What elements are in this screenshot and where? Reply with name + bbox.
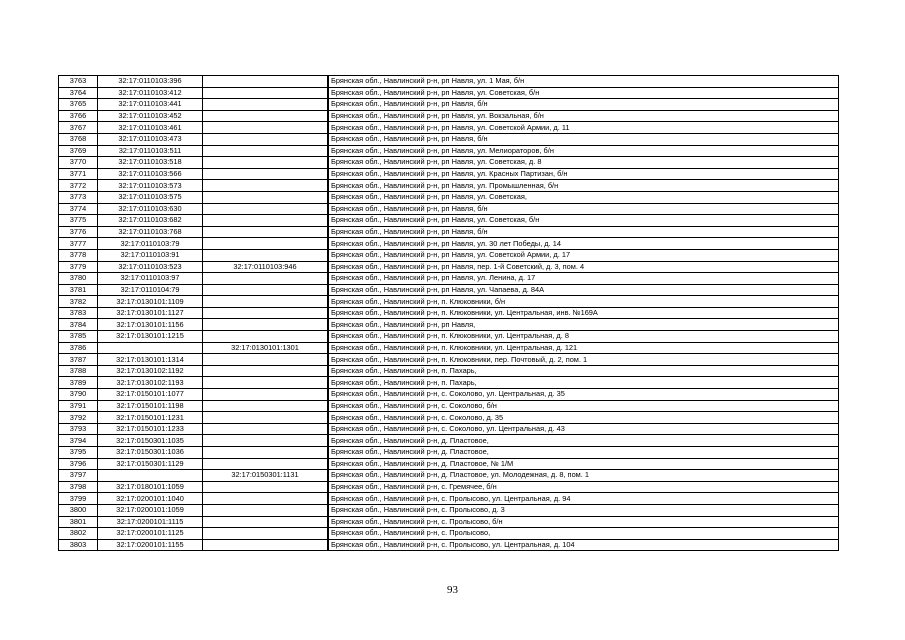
related-cadastral-cell [203, 307, 328, 319]
cadastral-number-cell: 32:17:0110103:452 [98, 110, 203, 122]
row-number-cell: 3770 [59, 157, 98, 169]
cadastral-number-cell: 32:17:0200101:1040 [98, 493, 203, 505]
cadastral-number-cell: 32:17:0200101:1115 [98, 516, 203, 528]
row-number-cell: 3771 [59, 168, 98, 180]
cadastral-number-cell: 32:17:0110103:575 [98, 191, 203, 203]
table-row [59, 516, 839, 528]
row-number-cell: 3766 [59, 110, 98, 122]
cadastral-number-cell: 32:17:0200101:1155 [98, 539, 203, 551]
cadastral-number-cell: 32:17:0110103:441 [98, 99, 203, 111]
address-cell: Брянская обл., Навлинский р-н, рп Навля, ул. Ленина, д. 17 [329, 273, 839, 285]
table-row [59, 249, 839, 261]
related-cadastral-cell [203, 87, 328, 99]
cadastral-number-cell: 32:17:0110103:412 [98, 87, 203, 99]
cadastral-number-cell [98, 342, 203, 354]
row-number-cell: 3763 [59, 76, 98, 88]
table-row [59, 400, 839, 412]
row-number-cell: 3781 [59, 284, 98, 296]
related-cadastral-cell [203, 226, 328, 238]
cadastral-number-cell: 32:17:0130101:1127 [98, 307, 203, 319]
related-cadastral-cell [203, 110, 328, 122]
address-cell: Брянская обл., Навлинский р-н, п. Клюковники, ул. Центральная, д. 8 [329, 331, 839, 343]
row-number-cell: 3769 [59, 145, 98, 157]
row-number-cell: 3788 [59, 365, 98, 377]
cadastral-number-cell: 32:17:0110103:91 [98, 249, 203, 261]
related-cadastral-cell [203, 539, 328, 551]
cadastral-number-cell: 32:17:0130101:1109 [98, 296, 203, 308]
address-cell: Брянская обл., Навлинский р-н, с. Соколово, д. 35 [329, 412, 839, 424]
row-number-cell: 3779 [59, 261, 98, 273]
row-number-cell: 3782 [59, 296, 98, 308]
cadastral-number-cell: 32:17:0130101:1156 [98, 319, 203, 331]
cadastral-number-cell: 32:17:0110104:79 [98, 284, 203, 296]
related-cadastral-cell [203, 273, 328, 285]
related-cadastral-cell [203, 435, 328, 447]
row-number-cell: 3803 [59, 539, 98, 551]
table-row [59, 493, 839, 505]
address-cell: Брянская обл., Навлинский р-н, п. Клюковники, пер. Почтовый, д. 2, пом. 1 [329, 354, 839, 366]
row-number-cell: 3796 [59, 458, 98, 470]
table-row [59, 203, 839, 215]
related-cadastral-cell [203, 168, 328, 180]
cadastral-number-cell: 32:17:0200101:1125 [98, 528, 203, 540]
related-cadastral-cell: 32:17:0110103:946 [203, 261, 328, 273]
cadastral-number-cell: 32:17:0150301:1036 [98, 447, 203, 459]
address-cell: Брянская обл., Навлинский р-н, д. Пластовое, [329, 447, 839, 459]
related-cadastral-cell [203, 377, 328, 389]
cadastral-number-cell: 32:17:0110103:396 [98, 76, 203, 88]
row-number-cell: 3767 [59, 122, 98, 134]
table-row [59, 470, 839, 482]
row-number-cell: 3786 [59, 342, 98, 354]
table-row [59, 447, 839, 459]
cadastral-number-cell: 32:17:0130101:1215 [98, 331, 203, 343]
row-number-cell: 3798 [59, 481, 98, 493]
row-number-cell: 3793 [59, 423, 98, 435]
row-number-cell: 3778 [59, 249, 98, 261]
related-cadastral-cell [203, 319, 328, 331]
table-row [59, 435, 839, 447]
related-cadastral-cell: 32:17:0130101:1301 [203, 342, 328, 354]
related-cadastral-cell [203, 528, 328, 540]
cadastral-number-cell: 32:17:0200101:1059 [98, 504, 203, 516]
table-row [59, 504, 839, 516]
row-number-cell: 3776 [59, 226, 98, 238]
address-cell: Брянская обл., Навлинский р-н, рп Навля, ул. 30 лет Победы, д. 14 [329, 238, 839, 250]
address-cell: Брянская обл., Навлинский р-н, рп Навля, б/н [329, 203, 839, 215]
address-cell: Брянская обл., Навлинский р-н, рп Навля, б/н [329, 99, 839, 111]
related-cadastral-cell [203, 238, 328, 250]
cadastral-number-cell: 32:17:0110103:511 [98, 145, 203, 157]
related-cadastral-cell [203, 76, 328, 88]
address-cell: Брянская обл., Навлинский р-н, рп Навля, ул. Советской Армии, д. 11 [329, 122, 839, 134]
cadastral-number-cell: 32:17:0110103:630 [98, 203, 203, 215]
address-cell: Брянская обл., Навлинский р-н, д. Пластовое, № 1/М [329, 458, 839, 470]
row-number-cell: 3795 [59, 447, 98, 459]
address-cell: Брянская обл., Навлинский р-н, рп Навля, пер. 1-й Советский, д. 3, пом. 4 [329, 261, 839, 273]
cadastral-number-cell: 32:17:0110103:768 [98, 226, 203, 238]
related-cadastral-cell [203, 191, 328, 203]
cadastral-number-cell: 32:17:0150301:1129 [98, 458, 203, 470]
related-cadastral-cell [203, 215, 328, 227]
row-number-cell: 3802 [59, 528, 98, 540]
row-number-cell: 3773 [59, 191, 98, 203]
address-cell: Брянская обл., Навлинский р-н, рп Навля, б/н [329, 133, 839, 145]
address-cell: Брянская обл., Навлинский р-н, д. Пластовое, ул. Молодежная, д. 8, пом. 1 [329, 470, 839, 482]
table-row [59, 87, 839, 99]
address-cell: Брянская обл., Навлинский р-н, с. Соколово, ул. Центральная, д. 35 [329, 389, 839, 401]
cadastral-number-cell: 32:17:0110103:97 [98, 273, 203, 285]
table-row [59, 168, 839, 180]
related-cadastral-cell [203, 99, 328, 111]
related-cadastral-cell [203, 447, 328, 459]
table-row [59, 226, 839, 238]
table-row [59, 307, 839, 319]
cadastral-number-cell: 32:17:0110103:461 [98, 122, 203, 134]
address-cell: Брянская обл., Навлинский р-н, рп Навля, ул. Советская, [329, 191, 839, 203]
page-number: 93 [447, 584, 458, 596]
address-cell: Брянская обл., Навлинский р-н, с. Соколово, б/н [329, 400, 839, 412]
table-row [59, 296, 839, 308]
related-cadastral-cell [203, 481, 328, 493]
address-cell: Брянская обл., Навлинский р-н, рп Навля, ул. Чапаева, д. 84А [329, 284, 839, 296]
related-cadastral-cell [203, 331, 328, 343]
related-cadastral-cell [203, 423, 328, 435]
table-row [59, 261, 839, 273]
related-cadastral-cell [203, 180, 328, 192]
table-row [59, 284, 839, 296]
row-number-cell: 3801 [59, 516, 98, 528]
address-cell: Брянская обл., Навлинский р-н, рп Навля, ул. Советская, б/н [329, 87, 839, 99]
row-number-cell: 3777 [59, 238, 98, 250]
related-cadastral-cell [203, 516, 328, 528]
address-cell: Брянская обл., Навлинский р-н, рп Навля, ул. Мелиораторов, б/н [329, 145, 839, 157]
table-row [59, 133, 839, 145]
related-cadastral-cell [203, 157, 328, 169]
related-cadastral-cell [203, 122, 328, 134]
address-cell: Брянская обл., Навлинский р-н, с. Пролысово, б/н [329, 516, 839, 528]
table-row [59, 342, 839, 354]
address-cell: Брянская обл., Навлинский р-н, п. Пахарь, [329, 365, 839, 377]
cadastral-number-cell [98, 470, 203, 482]
related-cadastral-cell [203, 365, 328, 377]
row-number-cell: 3789 [59, 377, 98, 389]
related-cadastral-cell [203, 249, 328, 261]
row-number-cell: 3791 [59, 400, 98, 412]
address-cell: Брянская обл., Навлинский р-н, с. Пролысово, д. 3 [329, 504, 839, 516]
address-cell: Брянская обл., Навлинский р-н, с. Соколово, ул. Центральная, д. 43 [329, 423, 839, 435]
table-row [59, 180, 839, 192]
cadastral-number-cell: 32:17:0150101:1198 [98, 400, 203, 412]
cadastral-number-cell: 32:17:0110103:473 [98, 133, 203, 145]
address-cell: Брянская обл., Навлинский р-н, п. Клюковники, ул. Центральная, д. 121 [329, 342, 839, 354]
address-cell: Брянская обл., Навлинский р-н, рп Навля, ул. Вокзальная, б/н [329, 110, 839, 122]
table-row [59, 191, 839, 203]
row-number-cell: 3784 [59, 319, 98, 331]
cadastral-number-cell: 32:17:0110103:523 [98, 261, 203, 273]
table-row [59, 377, 839, 389]
table-row [59, 215, 839, 227]
cadastral-number-cell: 32:17:0130101:1314 [98, 354, 203, 366]
cadastral-number-cell: 32:17:0110103:79 [98, 238, 203, 250]
address-cell: Брянская обл., Навлинский р-н, рп Навля, ул. Промышленная, б/н [329, 180, 839, 192]
table-row [59, 539, 839, 551]
table-row [59, 238, 839, 250]
address-cell: Брянская обл., Навлинский р-н, рп Навля, [329, 319, 839, 331]
row-number-cell: 3799 [59, 493, 98, 505]
table-row [59, 319, 839, 331]
row-number-cell: 3785 [59, 331, 98, 343]
cadastral-number-cell: 32:17:0150101:1231 [98, 412, 203, 424]
related-cadastral-cell [203, 145, 328, 157]
cadastral-number-cell: 32:17:0130102:1193 [98, 377, 203, 389]
address-cell: Брянская обл., Навлинский р-н, п. Пахарь, [329, 377, 839, 389]
row-number-cell: 3794 [59, 435, 98, 447]
address-cell: Брянская обл., Навлинский р-н, п. Клюковники, б/н [329, 296, 839, 308]
table-row [59, 423, 839, 435]
related-cadastral-cell [203, 296, 328, 308]
cadastral-number-cell: 32:17:0110103:682 [98, 215, 203, 227]
related-cadastral-cell [203, 203, 328, 215]
row-number-cell: 3764 [59, 87, 98, 99]
row-number-cell: 3775 [59, 215, 98, 227]
cadastral-number-cell: 32:17:0150101:1233 [98, 423, 203, 435]
address-cell: Брянская обл., Навлинский р-н, с. Пролысово, ул. Центральная, д. 104 [329, 539, 839, 551]
related-cadastral-cell [203, 400, 328, 412]
related-cadastral-cell [203, 493, 328, 505]
cadastral-number-cell: 32:17:0110103:566 [98, 168, 203, 180]
table-row [59, 145, 839, 157]
related-cadastral-cell: 32:17:0150301:1131 [203, 470, 328, 482]
row-number-cell: 3800 [59, 504, 98, 516]
table-row [59, 76, 839, 88]
related-cadastral-cell [203, 458, 328, 470]
cadastral-number-cell: 32:17:0110103:573 [98, 180, 203, 192]
table-row [59, 110, 839, 122]
related-cadastral-cell [203, 389, 328, 401]
row-number-cell: 3787 [59, 354, 98, 366]
related-cadastral-cell [203, 412, 328, 424]
address-cell: Брянская обл., Навлинский р-н, с. Пролысово, [329, 528, 839, 540]
row-number-cell: 3783 [59, 307, 98, 319]
cadastral-number-cell: 32:17:0110103:518 [98, 157, 203, 169]
row-number-cell: 3792 [59, 412, 98, 424]
row-number-cell: 3772 [59, 180, 98, 192]
related-cadastral-cell [203, 133, 328, 145]
address-cell: Брянская обл., Навлинский р-н, с. Пролысово, ул. Центральная, д. 94 [329, 493, 839, 505]
table-row [59, 481, 839, 493]
table-row [59, 458, 839, 470]
table-row [59, 412, 839, 424]
row-number-cell: 3797 [59, 470, 98, 482]
registry-table [58, 75, 839, 551]
table-row [59, 157, 839, 169]
address-cell: Брянская обл., Навлинский р-н, с. Гремячее, б/н [329, 481, 839, 493]
related-cadastral-cell [203, 354, 328, 366]
cadastral-number-cell: 32:17:0130102:1192 [98, 365, 203, 377]
row-number-cell: 3774 [59, 203, 98, 215]
address-cell: Брянская обл., Навлинский р-н, рп Навля, б/н [329, 226, 839, 238]
row-number-cell: 3765 [59, 99, 98, 111]
table-row [59, 389, 839, 401]
table-row [59, 99, 839, 111]
related-cadastral-cell [203, 504, 328, 516]
address-cell: Брянская обл., Навлинский р-н, рп Навля, ул. Красных Партизан, б/н [329, 168, 839, 180]
table-row [59, 354, 839, 366]
cadastral-number-cell: 32:17:0180101:1059 [98, 481, 203, 493]
address-cell: Брянская обл., Навлинский р-н, рп Навля, ул. 1 Мая, б/н [329, 76, 839, 88]
address-cell: Брянская обл., Навлинский р-н, рп Навля, ул. Советская, д. 8 [329, 157, 839, 169]
cadastral-number-cell: 32:17:0150301:1035 [98, 435, 203, 447]
row-number-cell: 3780 [59, 273, 98, 285]
table-row [59, 122, 839, 134]
table-row [59, 528, 839, 540]
address-cell: Брянская обл., Навлинский р-н, п. Клюковники, ул. Центральная, инв. №169А [329, 307, 839, 319]
related-cadastral-cell [203, 284, 328, 296]
table-row [59, 273, 839, 285]
row-number-cell: 3768 [59, 133, 98, 145]
table-row [59, 365, 839, 377]
address-cell: Брянская обл., Навлинский р-н, д. Пластовое, [329, 435, 839, 447]
cadastral-number-cell: 32:17:0150101:1077 [98, 389, 203, 401]
registry-table-body [59, 76, 839, 551]
row-number-cell: 3790 [59, 389, 98, 401]
address-cell: Брянская обл., Навлинский р-н, рп Навля, ул. Советской Армии, д. 17 [329, 249, 839, 261]
table-row [59, 331, 839, 343]
address-cell: Брянская обл., Навлинский р-н, рп Навля, ул. Советская, б/н [329, 215, 839, 227]
